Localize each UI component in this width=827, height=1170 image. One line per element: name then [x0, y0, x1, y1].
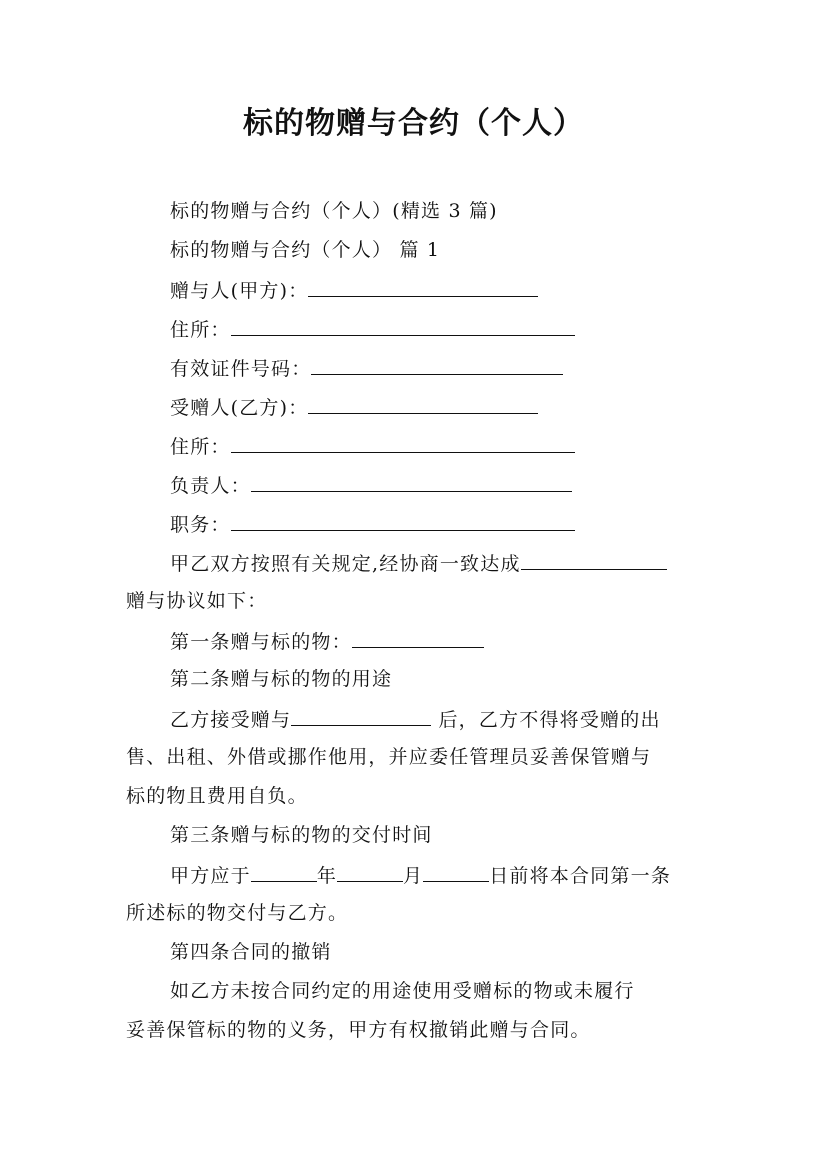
- document-title: 标的物赠与合约（个人）: [243, 106, 584, 141]
- person-in-charge-blank[interactable]: [251, 472, 572, 492]
- donee-line: [170, 394, 538, 420]
- article-4-title: 第四条合同的撤销: [170, 941, 332, 963]
- donor-address-label: 住所：: [170, 319, 231, 341]
- article-1-label: 第一条赠与标的物：: [170, 631, 352, 653]
- id-number-label: 有效证件号码：: [170, 358, 312, 380]
- donee-address-label: 住所：: [170, 436, 231, 458]
- section-heading: 标的物赠与合约（个人） 篇 1: [170, 239, 441, 261]
- donee-address-blank[interactable]: [231, 433, 575, 453]
- article-1-blank[interactable]: [352, 628, 484, 648]
- person-in-charge-line: [170, 472, 572, 498]
- position-blank[interactable]: [231, 511, 575, 531]
- position-label: 职务：: [170, 514, 231, 536]
- article-3-paragraph: [170, 862, 671, 888]
- intro-blank[interactable]: [521, 550, 667, 570]
- year-blank[interactable]: [251, 862, 317, 882]
- position-line: [170, 511, 575, 537]
- id-number-blank[interactable]: [311, 355, 563, 375]
- month-label: 月: [403, 865, 424, 887]
- article-3-text-b: 日前将本合同第一条: [489, 865, 672, 887]
- article-2-text-b: 后，乙方不得将受赠的出: [431, 709, 661, 731]
- donee-label: 受赠人(乙方)：: [170, 397, 309, 419]
- intro-continuation: 赠与协议如下：: [126, 590, 268, 612]
- donee-blank[interactable]: [308, 394, 538, 414]
- article-2-paragraph: [170, 706, 661, 732]
- person-in-charge-label: 负责人：: [170, 475, 251, 497]
- article-3-title: 第三条赠与标的物的交付时间: [170, 824, 433, 846]
- donee-address-line: [170, 433, 575, 459]
- donor-address-line: [170, 316, 575, 342]
- year-label: 年: [316, 865, 338, 887]
- day-blank[interactable]: [423, 862, 489, 882]
- month-blank[interactable]: [337, 862, 403, 882]
- article-1-line: [170, 628, 484, 654]
- id-number-line: [170, 355, 563, 381]
- article-4-paragraph: 如乙方未按合同约定的用途使用受赠标的物或未履行: [170, 980, 635, 1002]
- intro-text: 甲乙双方按照有关规定,经协商一致达成: [170, 553, 521, 575]
- article-2-blank[interactable]: [291, 706, 431, 726]
- document-subtitle: 标的物赠与合约（个人）(精选 3 篇): [170, 200, 498, 222]
- article-2-text-a: 乙方接受赠与: [170, 709, 292, 731]
- article-2-line-3: 标的物且费用自负。: [126, 785, 308, 807]
- article-2-title: 第二条赠与标的物的用途: [170, 668, 393, 690]
- intro-paragraph: [170, 550, 667, 576]
- article-3-line-2: 所述标的物交付与乙方。: [126, 902, 349, 924]
- article-4-line-2: 妥善保管标的物的义务，甲方有权撤销此赠与合同。: [126, 1019, 591, 1041]
- donor-address-blank[interactable]: [231, 316, 575, 336]
- article-3-text-a: 甲方应于: [170, 865, 251, 887]
- donor-label: 赠与人(甲方)：: [170, 280, 309, 302]
- donor-blank[interactable]: [308, 277, 538, 297]
- donor-line: [170, 277, 538, 303]
- article-2-line-2: 售、出租、外借或挪作他用，并应委任管理员妥善保管赠与: [126, 746, 652, 768]
